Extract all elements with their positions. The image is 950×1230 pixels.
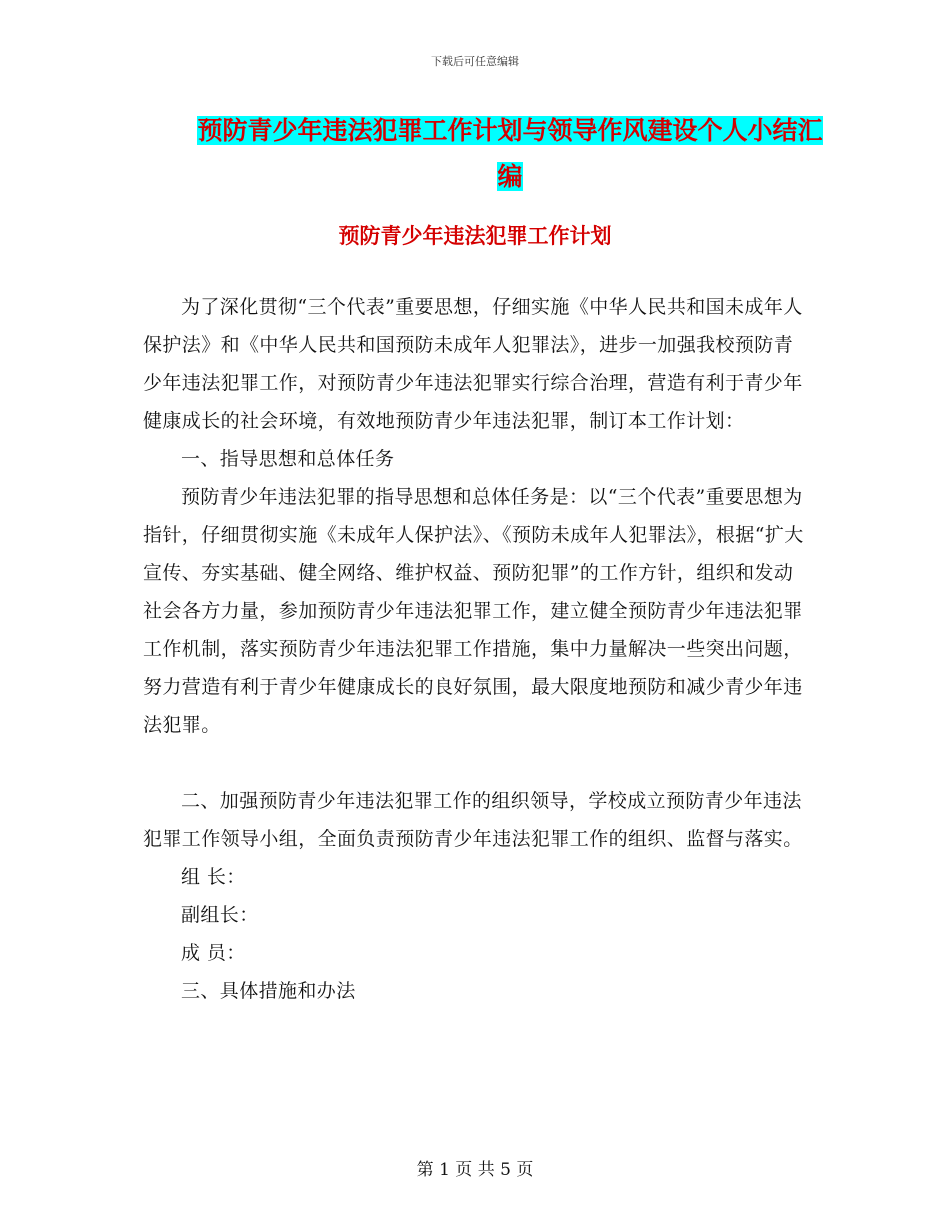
line-members: 成 员： — [181, 942, 246, 964]
line-group-leader: 组 长： — [181, 866, 246, 888]
heading-guiding-thought: 一、指导思想和总体任务 — [181, 448, 395, 470]
section-title: 预防青少年违法犯罪工作计划 — [338, 224, 612, 248]
header-note: 下载后可任意编辑 — [431, 55, 519, 68]
paragraph-intro: 为了深化贯彻“三个代表”重要思想，仔细实施《中华人民共和国未成年人保护法》和《中华人民共和国预防未成年人犯罪法》，进步一加强我校预防青少年违法犯罪工作，对预防青少年违法犯罪实行综合治理，营造有利于青少年健康成长的社会环境，有效地预防青少年违法犯罪，制订本工作计划： — [143, 296, 803, 432]
page-number: 第 1 页 共 5 页 — [416, 1160, 534, 1180]
paragraph-guiding-thought: 预防青少年违法犯罪的指导思想和总体任务是：以“三个代表”重要思想为指针，仔细贯彻实施《未成年人保护法》、《预防未成年人犯罪法》，根据“扩大宣传、夯实基础、健全网络、维护权益、预防犯罪”的工作方针，组织和发动社会各方力量，参加预防青少年违法犯罪工作，建立健全预防青少年违法犯罪工作机制，落实预防青少年违法犯罪工作措施，集中力量解决一些突出问题，努力营造有利于青少年健康成长的良好氛围，最大限度地预防和减少青少年违法犯罪。 — [143, 486, 804, 736]
document-body — [143, 288, 807, 1010]
document-title — [190, 108, 830, 200]
document-title-text: 预防青少年违法犯罪工作计划与领导作风建设个人小结汇编 — [197, 116, 823, 191]
paragraph-organization: 二、加强预防青少年违法犯罪工作的组织领导，学校成立预防青少年违法犯罪工作领导小组，全面负责预防青少年违法犯罪工作的组织、监督与落实。 — [143, 790, 803, 850]
heading-measures: 三、具体措施和办法 — [181, 980, 356, 1002]
line-deputy-leader: 副组长： — [181, 904, 259, 926]
